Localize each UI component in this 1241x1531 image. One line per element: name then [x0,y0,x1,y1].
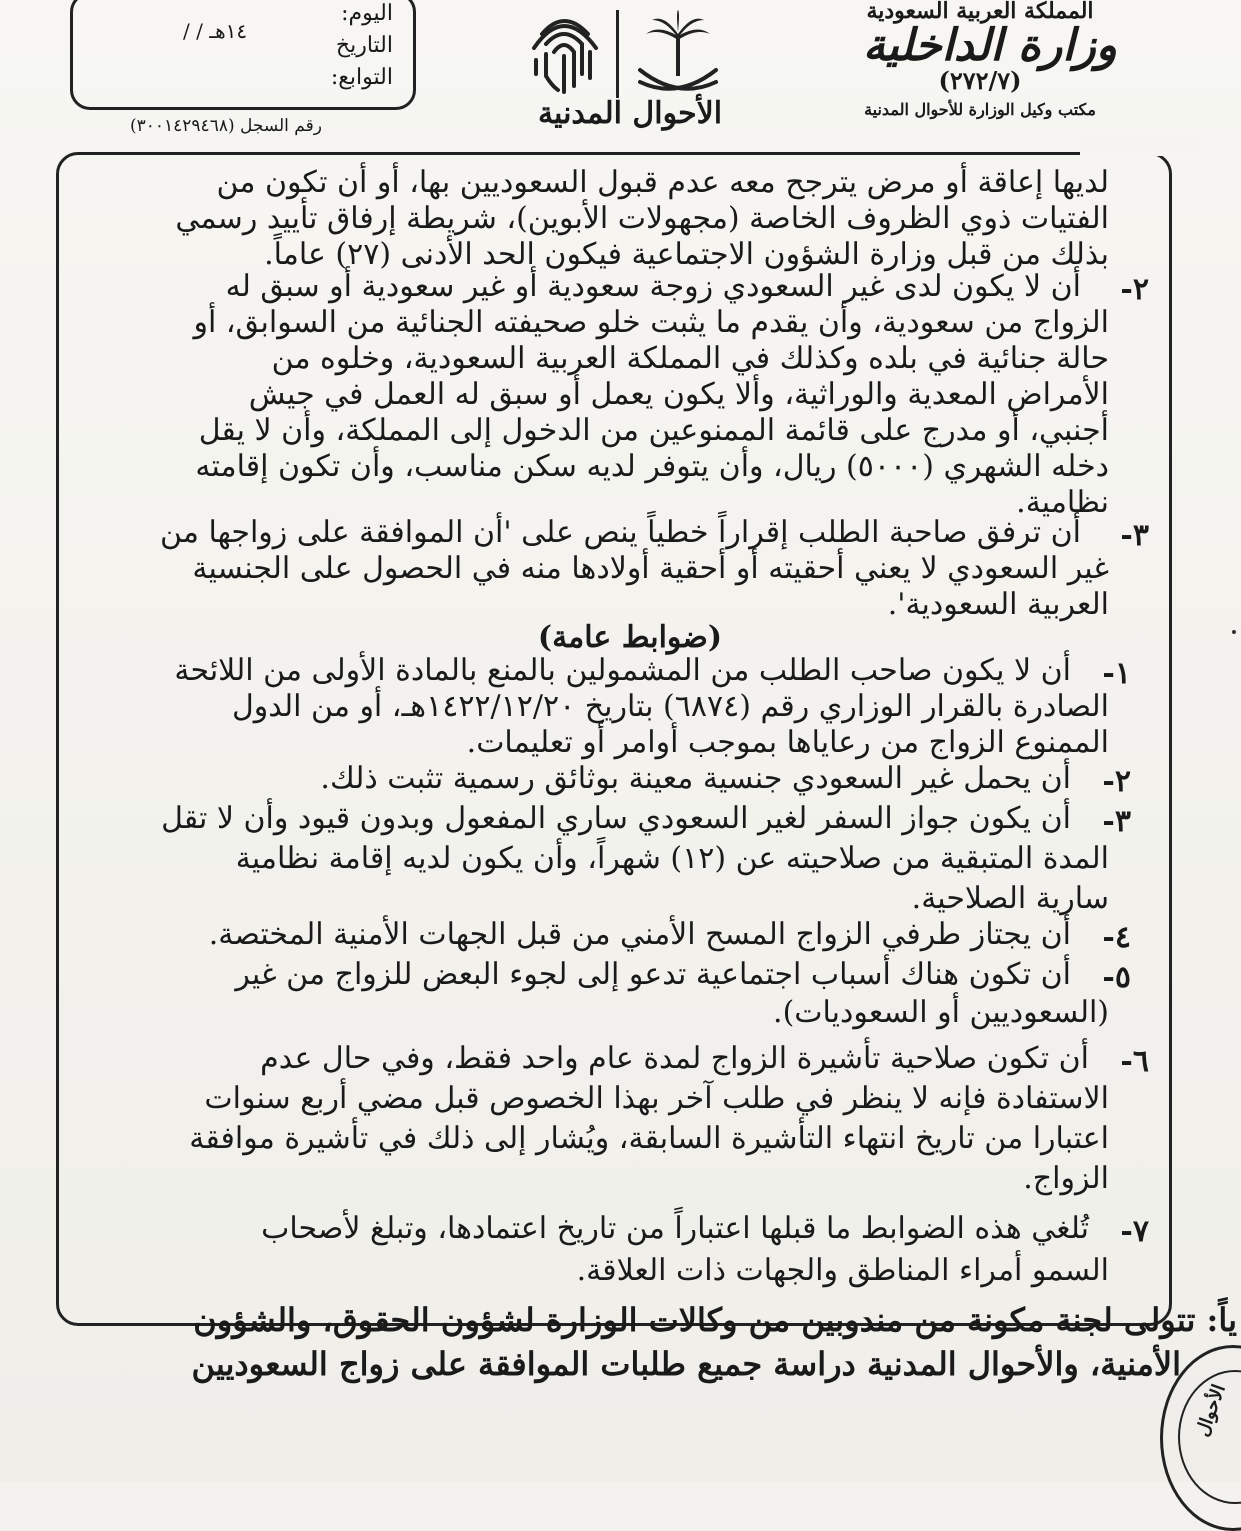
stamp-text: الأحوال [1191,1381,1230,1440]
palm-swords-emblem-icon [628,8,728,103]
body-line: الممنوع الزواج من رعاياها بموجب أوامر أو تعليمات. [466,725,1109,760]
body-line: أن يحمل غير السعودي جنسية معينة بوثائق رسمية تثبت ذلك. [320,761,1071,796]
body-line: الزواج. [1023,1161,1109,1196]
item-number: ١- [1102,656,1131,691]
body-line: نظامية. [1016,485,1109,520]
body-line: أن يجتاز طرفي الزواج المسح الأمني من قبل الجهات الأمنية المختصة. [208,917,1071,952]
body-line: لديها إعاقة أو مرض يترجح معه عدم قبول السعوديين بها، أو أن تكون من [216,165,1109,200]
body-line: (السعوديين أو السعوديات). [773,995,1109,1030]
body-line: أن تكون صلاحية تأشيرة الزواج لمدة عام واحد فقط، وفي حال عدم [260,1041,1089,1076]
body-line: الاستفادة فإنه لا ينظر في طلب آخر بهذا الخصوص قبل مضي أربع سنوات [204,1081,1109,1116]
item-number: ٥- [1102,960,1131,995]
body-line: أن يكون جواز السفر لغير السعودي ساري المفعول وبدون قيود وأن لا تقل [161,801,1071,836]
speck [1232,630,1236,634]
body-line: السمو أمراء المناطق والجهات ذات العلاقة. [576,1253,1109,1288]
item-number: ٢- [1102,764,1131,799]
ministry-code: (٢٧٢/٧) [938,66,1022,95]
body-line: الأمنية، والأحوال المدنية دراسة جميع طلبات الموافقة على زواج السعوديين [191,1345,1181,1383]
body-line: العربية السعودية'. [887,587,1109,622]
item-number: ٦- [1120,1044,1149,1079]
body-line: أن ترفق صاحبة الطلب إقراراً خطياً ينص على 'أن الموافقة على زواجها من [160,515,1081,550]
item-number: ٤- [1102,920,1131,955]
body-line: حالة جنائية في بلده وكذلك في المملكة العربية السعودية، وخلوه من [271,341,1109,376]
date-label: التاريخ [335,33,393,58]
item-number: ٣- [1120,518,1149,553]
day-label: اليوم: [341,1,393,26]
body-line: الزواج من سعودية، وأن يقدم ما يثبت خلو صحيفته الجنائية من السوابق، أو [193,305,1109,340]
body-line: سارية الصلاحية. [911,881,1109,916]
ministry-office: مكتب وكيل الوزارة للأحوال المدنية [864,100,1096,119]
body-line: غير السعودي لا يعني أحقيته أو أحقية أولادها منه في الحصول على الجنسية [192,551,1109,586]
body-line: ياً: تتولى لجنة مكونة من مندوبين من وكالات الوزارة لشؤون الحقوق، والشؤون [193,1301,1237,1339]
item-number: ٧- [1120,1214,1149,1249]
body-line: اعتبارا من تاريخ انتهاء التأشيرة السابقة، ويُشار إلى ذلك في تأشيرة موافقة [189,1121,1109,1156]
general-rules-heading: (ضوابط عامة) [537,620,723,655]
item-number: ٣- [1102,804,1131,839]
kingdom-name: المملكة العربية السعودية [866,0,1094,24]
date-box [70,0,416,110]
body-line: أن تكون هناك أسباب اجتماعية تدعو إلى لجوء البعض للزواج من غير [235,957,1071,992]
fingerprint-logo-icon [522,4,607,96]
logo-divider [616,10,619,98]
frame-gap [1080,138,1200,156]
body-line: بذلك من قبل وزارة الشؤون الاجتماعية فيكون الحد الأدنى (٢٧) عاماً. [264,237,1109,272]
body-line: الصادرة بالقرار الوزاري رقم (٦٨٧٤) بتاريخ ١٤٢٢/١٢/٢٠هـ، أو من الدول [231,689,1109,724]
body-line: تُلغي هذه الضوابط ما قبلها اعتباراً من تاريخ اعتمادها، وتبلغ لأصحاب [261,1211,1089,1246]
body-line: أجنبي، أو مدرج على قائمة الممنوعين من الدخول إلى المملكة، وأن لا يقل [198,413,1109,448]
body-line: أن لا يكون لدى غير السعودي زوجة سعودية أو غير سعودية أو سبق له [225,269,1081,304]
body-line: الفتيات ذوي الظروف الخاصة (مجهولات الأبوين)، شريطة إرفاق تأييد رسمي [175,201,1109,236]
date-value: / / ١٤هـ [183,19,248,43]
item-number: ٢- [1120,272,1149,307]
registry-number: رقم السجل (٣٠٠١٤٢٩٤٦٨) [130,116,322,136]
attachments-label: التوابع: [330,65,393,90]
body-line: الأمراض المعدية والوراثية، وألا يكون يعمل أو سبق له العمل في جيش [248,377,1109,412]
body-line: دخله الشهري (٥٠٠٠) ريال، وأن يتوفر لديه سكن مناسب، وأن تكون إقامته [195,449,1109,484]
ministry-name: وزارة الداخلية [863,20,1117,71]
civil-affairs-title: الأحوال المدنية [537,96,723,131]
body-line: المدة المتبقية من صلاحيته عن (١٢) شهراً، وأن يكون لديه إقامة نظامية [235,841,1109,876]
body-line: أن لا يكون صاحب الطلب من المشمولين بالمنع بالمادة الأولى من اللائحة [174,653,1071,688]
